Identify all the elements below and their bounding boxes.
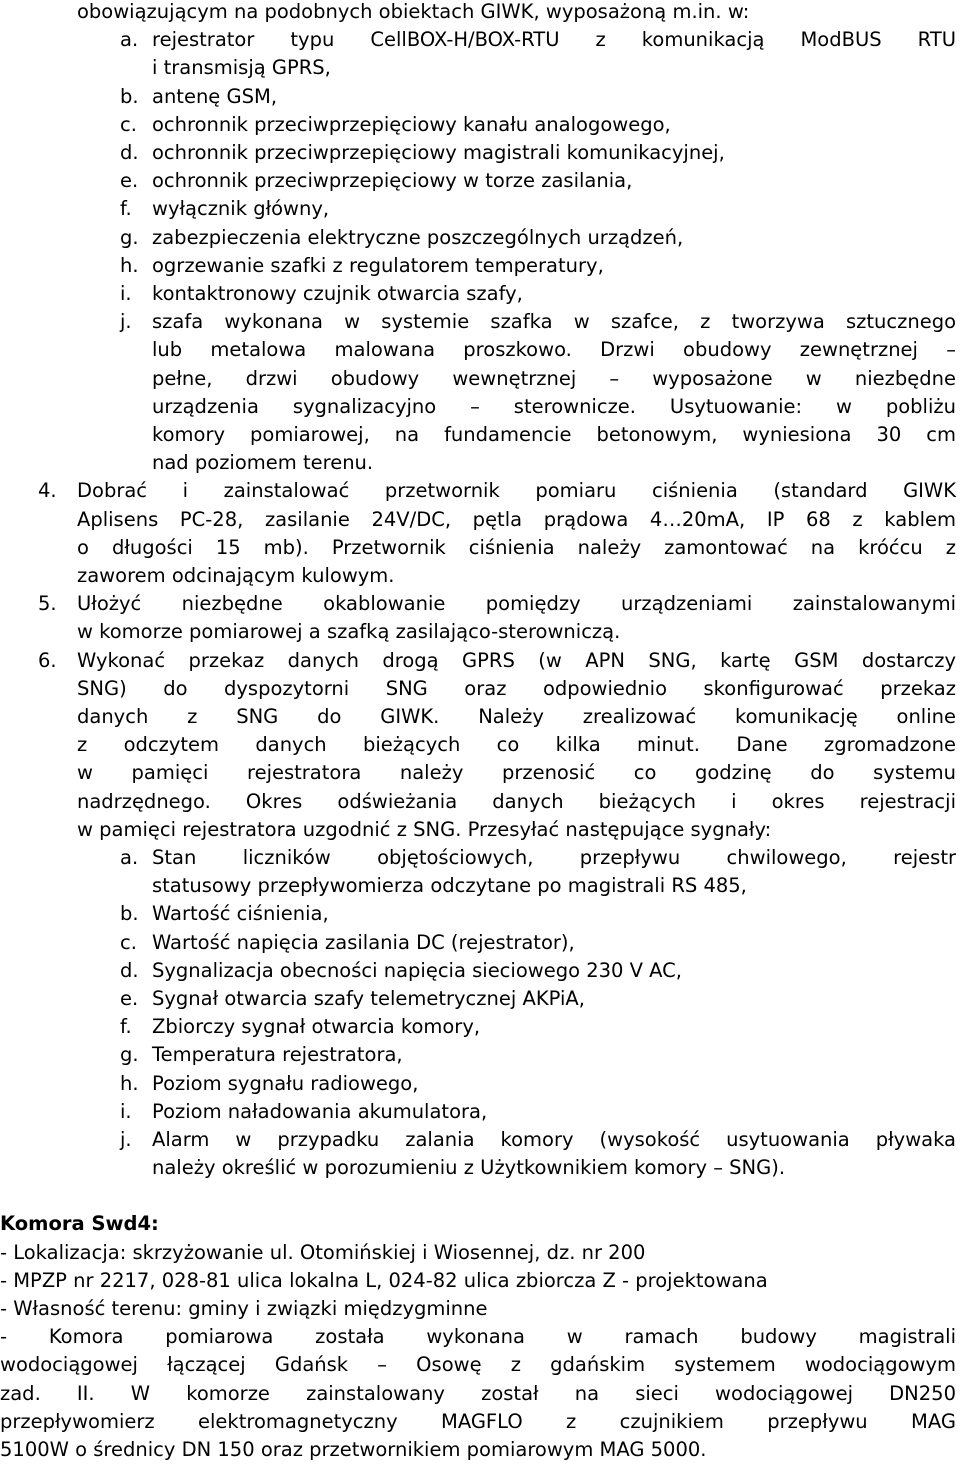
list-marker: h. <box>120 1071 139 1095</box>
equipment-line: komory pomiarowej, na fundamencie betonowym, wyniesiona 30 cm <box>152 423 956 446</box>
equipment-line: ochronnik przeciwprzepięciowy w torze zasilania, <box>152 169 633 193</box>
section-line: 5100W o średnicy DN 150 oraz przetwornikiem pomiarowym MAG 5000. <box>0 1438 707 1461</box>
list-marker: c. <box>120 930 137 954</box>
signal-line: Stan liczników objętościowych, przepływu chwilowego, rejestr <box>152 846 956 869</box>
step-line: zaworem odcinającym kulowym. <box>77 564 395 587</box>
list-marker: c. <box>120 112 137 136</box>
equipment-line: rejestrator typu CellBOX-H/BOX-RTU z komunikacją ModBUS RTU <box>152 28 956 52</box>
section-heading: Komora Swd4: <box>0 1212 159 1236</box>
step-number: 4. <box>38 479 57 503</box>
equipment-line: szafa wykonana w systemie szafka w szafce, z tworzywa sztucznego <box>152 310 956 334</box>
step-line: SNG) do dyspozytorni SNG oraz odpowiednio skonfigurować przekaz <box>77 676 956 700</box>
step-line: w pamięci rejestratora należy przenosić co godzinę do systemu <box>77 761 956 785</box>
signal-line: Zbiorczy sygnał otwarcia komory, <box>152 1015 481 1039</box>
equipment-line: zabezpieczenia elektryczne poszczególnych urządzeń, <box>152 225 684 249</box>
list-marker: e. <box>120 169 139 193</box>
list-marker: d. <box>120 141 139 164</box>
list-marker: a. <box>120 28 139 52</box>
list-marker: b. <box>120 84 139 108</box>
list-marker: e. <box>120 987 139 1010</box>
step-number: 5. <box>38 592 57 616</box>
section-line: - Lokalizacja: skrzyżowanie ul. Otomińskiej i Wiosennej, dz. nr 200 <box>0 1240 646 1264</box>
equipment-line: i transmisją GPRS, <box>152 56 331 80</box>
section-line: - Własność terenu: gminy i związki międzygminne <box>0 1297 488 1320</box>
equipment-line: pełne, drzwi obudowy wewnętrznej – wyposażone w niezbędne <box>152 366 956 390</box>
section-line: przepływomierz elektromagnetyczny MAGFLO z czujnikiem przepływu MAG <box>0 1409 956 1433</box>
equipment-line: ochronnik przeciwprzepięciowy kanału analogowego, <box>152 112 671 136</box>
step-line: danych z SNG do GIWK. Należy zrealizować komunikację online <box>77 705 956 728</box>
list-marker: j. <box>120 310 132 334</box>
equipment-line: antenę GSM, <box>152 84 278 108</box>
signal-line: Alarm w przypadku zalania komory (wysokość usytuowania pływaka <box>152 1128 956 1151</box>
step-line: nadrzędnego. Okres odświeżania danych bieżących i okres rejestracji <box>77 789 956 813</box>
signal-line: Temperatura rejestratora, <box>152 1043 403 1067</box>
signal-line: statusowy przepływomierza odczytane po magistrali RS 485, <box>152 874 747 898</box>
step-line: Dobrać i zainstalować przetwornik pomiaru ciśnienia (standard GIWK <box>77 479 956 503</box>
step-line: Aplisens PC-28, zasilanie 24V/DC, pętla prądowa 4…20mA, IP 68 z kablem <box>77 507 956 531</box>
section-line: - MPZP nr 2217, 028-81 ulica lokalna L, 024-82 ulica zbiorcza Z - projektowana <box>0 1268 768 1292</box>
signal-line: Sygnał otwarcia szafy telemetrycznej AKPiA, <box>152 987 585 1010</box>
equipment-line: wyłącznik główny, <box>152 197 330 221</box>
list-marker: f. <box>120 1015 132 1039</box>
list-marker: d. <box>120 958 139 982</box>
step-number: 6. <box>38 648 57 672</box>
signal-line: Poziom sygnału radiowego, <box>152 1071 419 1095</box>
list-marker: b. <box>120 902 139 926</box>
equipment-line: nad poziomem terenu. <box>152 451 374 475</box>
step-line: w pamięci rejestratora uzgodnić z SNG. Przesyłać następujące sygnały: <box>77 817 772 841</box>
list-marker: g. <box>120 1043 139 1067</box>
equipment-line: lub metalowa malowana proszkowo. Drzwi obudowy zewnętrznej – <box>152 338 956 362</box>
list-marker: a. <box>120 846 139 869</box>
step-line: Wykonać przekaz danych drogą GPRS (w APN SNG, kartę GSM dostarczy <box>77 648 956 672</box>
signal-line: Wartość ciśnienia, <box>152 902 329 926</box>
section-line: - Komora pomiarowa została wykonana w ramach budowy magistrali <box>0 1325 956 1349</box>
list-marker: h. <box>120 253 139 277</box>
signal-line: Poziom naładowania akumulatora, <box>152 1099 488 1123</box>
step-line: o długości 15 mb). Przetwornik ciśnienia należy zamontować na króćcu z <box>77 535 956 559</box>
section-line: zad. II. W komorze zainstalowany został na sieci wodociągowej DN250 <box>0 1381 956 1405</box>
equipment-line: kontaktronowy czujnik otwarcia szafy, <box>152 282 523 305</box>
equipment-line: ogrzewanie szafki z regulatorem temperatury, <box>152 253 604 277</box>
intro-line: obowiązującym na podobnych obiektach GIWK, wyposażoną m.in. w: <box>77 0 750 23</box>
list-marker: i. <box>120 282 132 305</box>
section-line: wodociągowej łączącej Gdańsk – Osowę z gdańskim systemem wodociągowym <box>0 1353 956 1377</box>
list-marker: j. <box>120 1128 132 1151</box>
list-marker: f. <box>120 197 132 221</box>
step-line: Ułożyć niezbędne okablowanie pomiędzy urządzeniami zainstalowanymi <box>77 592 956 616</box>
signal-line: Wartość napięcia zasilania DC (rejestrator), <box>152 930 575 954</box>
list-marker: g. <box>120 225 139 249</box>
equipment-line: urządzenia sygnalizacyjno – sterownicze. Usytuowanie: w pobliżu <box>152 394 956 418</box>
equipment-line: ochronnik przeciwprzepięciowy magistrali komunikacyjnej, <box>152 141 725 164</box>
step-line: z odczytem danych bieżących co kilka minut. Dane zgromadzone <box>77 733 956 757</box>
step-line: w komorze pomiarowej a szafką zasilająco-sterowniczą. <box>77 620 621 644</box>
list-marker: i. <box>120 1099 132 1123</box>
signal-line: należy określić w porozumieniu z Użytkownikiem komory – SNG). <box>152 1156 786 1180</box>
signal-line: Sygnalizacja obecności napięcia sieciowego 230 V AC, <box>152 958 682 982</box>
